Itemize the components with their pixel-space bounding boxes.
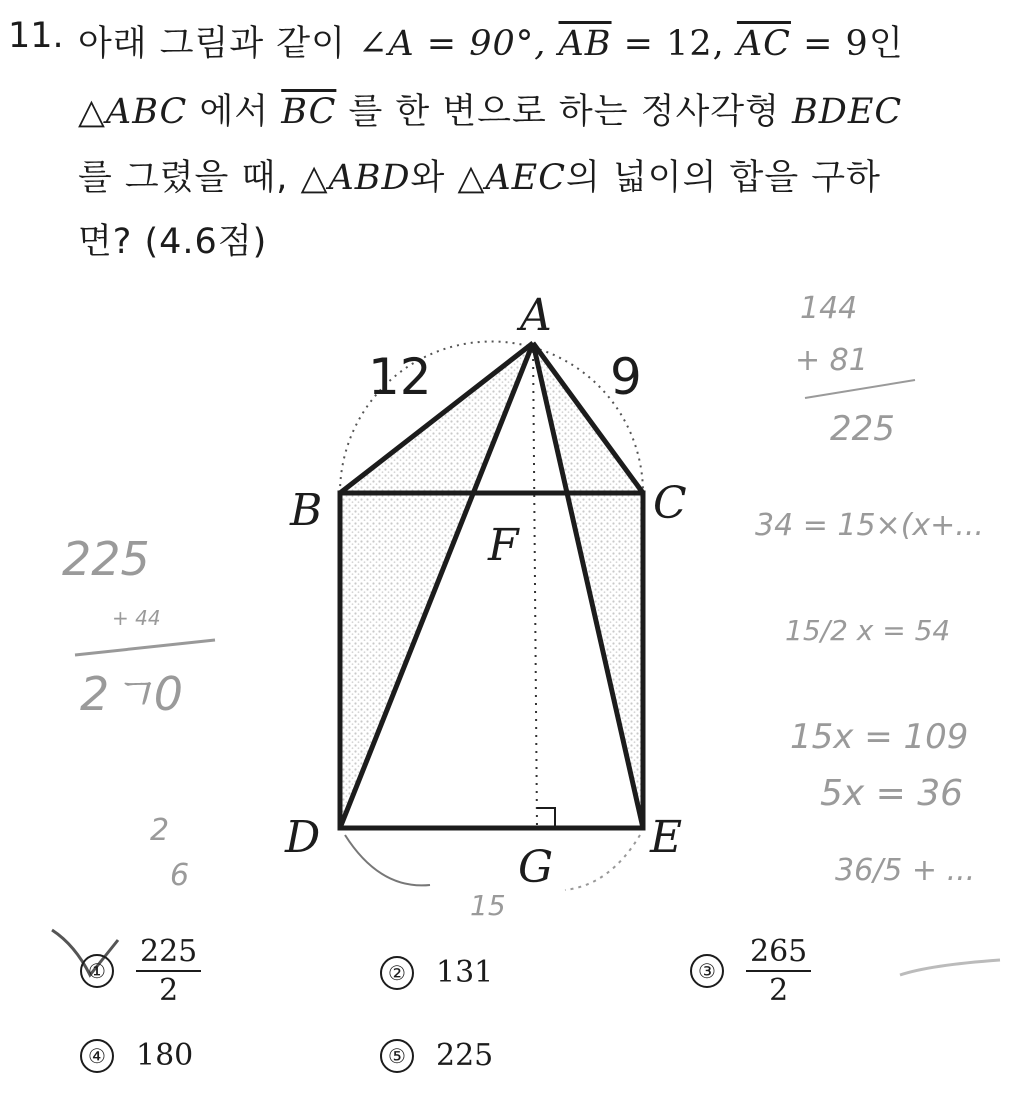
triangle-abd: △ABD	[300, 158, 411, 198]
choice-5-value: 225	[436, 1038, 494, 1073]
label-a: A	[520, 290, 552, 341]
choice-2[interactable]	[380, 955, 493, 990]
segment-ab: $\overline{AB}$	[558, 24, 612, 64]
choice-2-value: 131	[436, 955, 494, 990]
label-f: F	[488, 520, 519, 571]
hand-rule-right	[805, 380, 915, 398]
q3-text-b: 와	[410, 158, 458, 198]
ac-value: = 9인	[790, 24, 904, 64]
choice-3[interactable]	[690, 935, 811, 1007]
choice-1-fraction	[136, 935, 201, 1007]
handwritten-notes-left	[62, 532, 506, 922]
label-e: E	[650, 812, 683, 863]
choice-4-value: 180	[136, 1038, 194, 1073]
label-c: C	[653, 478, 687, 529]
choice-3-denominator: 2	[769, 973, 789, 1008]
hand-left-5: 6	[170, 858, 190, 893]
choice-3-fraction	[746, 935, 811, 1007]
hand-rule-left	[75, 640, 215, 655]
q3-text-a: 를 그렸을 때,	[78, 158, 301, 198]
q1-text: 아래 그림과 같이	[78, 24, 359, 64]
label-g: G	[518, 842, 554, 893]
segment-bc: $\overline{BC}$	[281, 92, 337, 132]
choice-1-marker: ①	[80, 954, 114, 988]
hand-under-figure: 15	[470, 889, 506, 922]
choice-3-marker: ③	[690, 954, 724, 988]
label-d: D	[285, 812, 321, 863]
choice-1[interactable]	[80, 935, 201, 1007]
q2-text-b: 를 한 변으로 하는 정사각형	[336, 92, 793, 132]
triangle-aec: △AEC	[457, 158, 567, 198]
handwritten-notes-right	[755, 291, 984, 888]
hand-right-1: 144	[800, 291, 858, 326]
choice-5-marker: ⑤	[380, 1039, 414, 1073]
square-bdec: BDEC	[792, 92, 903, 132]
hand-right-8: 36/5 + ...	[835, 853, 976, 888]
question-line-4: 면? (4.6점)	[78, 222, 268, 262]
arc-bottom	[345, 835, 430, 885]
q3-text-c: 의 넓이의 합을 구하	[566, 158, 881, 198]
choice-3-numerator: 265	[746, 935, 811, 972]
hand-left-4: 2	[150, 813, 170, 848]
segment-ac: $\overline{AC}$	[736, 24, 791, 64]
hand-left-3: 2ㄱ0	[80, 667, 183, 721]
length-ac-label: 9	[610, 348, 642, 406]
triangle-abc: △ABC	[78, 92, 188, 132]
hand-left-1: 225	[62, 532, 150, 586]
hand-right-7: 5x = 36	[820, 773, 964, 814]
arc-bottom-right	[565, 835, 640, 890]
hand-right-2: + 81	[795, 343, 868, 378]
hand-right-5: 15/2 x = 54	[785, 614, 951, 647]
choice-2-marker: ②	[380, 956, 414, 990]
angle-condition: ∠A = 90°,	[358, 24, 559, 64]
choice-1-denominator: 2	[159, 973, 179, 1008]
choice-1-numerator: 225	[136, 935, 201, 972]
q2-text-a: 에서	[187, 92, 282, 132]
ab-value: = 12,	[611, 24, 737, 64]
hand-left-2: + 44	[112, 606, 161, 630]
length-ab-label: 12	[368, 348, 432, 406]
hand-right-4: 34 = 15×(x+...	[755, 508, 984, 543]
altitude-afg	[533, 343, 537, 828]
label-b: B	[290, 485, 323, 536]
choice-4[interactable]	[80, 1038, 193, 1073]
right-angle-mark	[537, 808, 555, 828]
hand-right-6: 15x = 109	[790, 717, 969, 757]
hand-right-3: 225	[830, 409, 895, 449]
question-number: 11.	[8, 16, 64, 56]
stray-mark	[900, 960, 1000, 975]
choice-5[interactable]	[380, 1038, 493, 1073]
choice-4-marker: ④	[80, 1039, 114, 1073]
